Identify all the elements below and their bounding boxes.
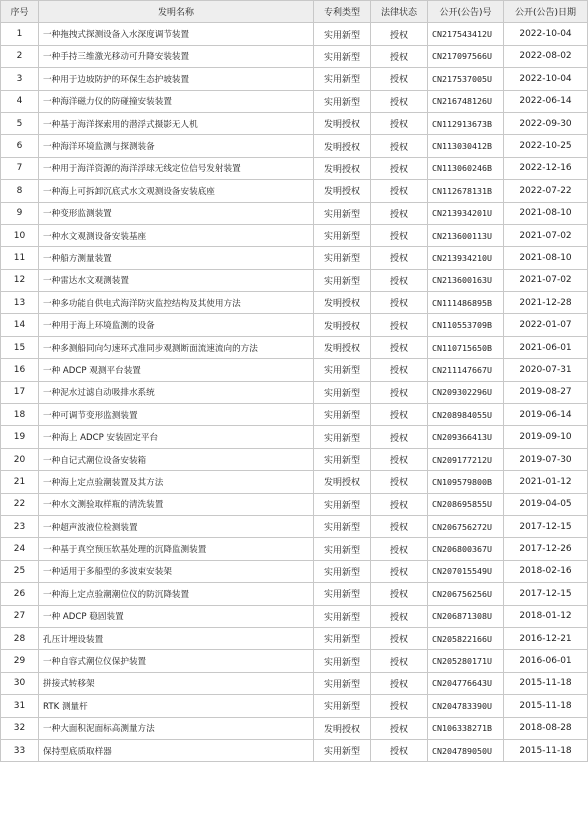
legal-status: 授权: [371, 583, 428, 605]
publication-date: 2016-12-21: [504, 627, 588, 649]
publication-number: CN111486895B: [428, 292, 504, 314]
table-row: [1, 739, 588, 761]
patent-type: 发明授权: [314, 112, 371, 134]
header-publication-date: 公开(公告)日期: [504, 1, 588, 23]
patent-type: 实用新型: [314, 515, 371, 537]
publication-number: CN207015549U: [428, 560, 504, 582]
legal-status: 授权: [371, 247, 428, 269]
legal-status: 授权: [371, 180, 428, 202]
invention-name: 一种自容式潮位仪保护装置: [39, 650, 314, 672]
table-row: [1, 672, 588, 694]
invention-name: RTK 测量杆: [39, 695, 314, 717]
legal-status: 授权: [371, 471, 428, 493]
patent-type: 实用新型: [314, 45, 371, 67]
publication-date: 2015-11-18: [504, 695, 588, 717]
table-row: [1, 90, 588, 112]
row-index: 11: [1, 247, 39, 269]
table-row: [1, 426, 588, 448]
patent-type: 实用新型: [314, 650, 371, 672]
table-row: [1, 493, 588, 515]
patent-type: 实用新型: [314, 739, 371, 761]
publication-number: CN205822166U: [428, 627, 504, 649]
invention-name: 孔压计埋设装置: [39, 627, 314, 649]
patent-type: 实用新型: [314, 90, 371, 112]
row-index: 16: [1, 359, 39, 381]
publication-date: 2015-11-18: [504, 739, 588, 761]
table-row: [1, 112, 588, 134]
patent-type: 发明授权: [314, 336, 371, 358]
legal-status: 授权: [371, 627, 428, 649]
patent-type: 实用新型: [314, 202, 371, 224]
publication-date: 2021-06-01: [504, 336, 588, 358]
table-row: [1, 471, 588, 493]
publication-number: CN113060246B: [428, 157, 504, 179]
invention-name: 一种船方测量装置: [39, 247, 314, 269]
publication-number: CN106338271B: [428, 717, 504, 739]
patent-type: 发明授权: [314, 157, 371, 179]
publication-number: CN208984055U: [428, 404, 504, 426]
patent-type: 实用新型: [314, 68, 371, 90]
table-row: [1, 224, 588, 246]
patent-type: 实用新型: [314, 605, 371, 627]
row-index: 19: [1, 426, 39, 448]
invention-name: 一种可调节变形监测装置: [39, 404, 314, 426]
publication-date: 2022-10-04: [504, 23, 588, 45]
header-legal-status: 法律状态: [371, 1, 428, 23]
publication-number: CN112678131B: [428, 180, 504, 202]
invention-name: 一种超声波液位检测装置: [39, 515, 314, 537]
table-row: [1, 381, 588, 403]
legal-status: 授权: [371, 515, 428, 537]
legal-status: 授权: [371, 292, 428, 314]
row-index: 15: [1, 336, 39, 358]
table-row: [1, 202, 588, 224]
patent-type: 实用新型: [314, 583, 371, 605]
legal-status: 授权: [371, 135, 428, 157]
invention-name: 一种适用于多船型的多波束安装架: [39, 560, 314, 582]
table-row: [1, 404, 588, 426]
row-index: 17: [1, 381, 39, 403]
invention-name: 一种水文观测设备安装基座: [39, 224, 314, 246]
table-row: [1, 157, 588, 179]
invention-name: 一种海洋环境监测与探测装备: [39, 135, 314, 157]
legal-status: 授权: [371, 717, 428, 739]
legal-status: 授权: [371, 90, 428, 112]
patent-type: 实用新型: [314, 627, 371, 649]
invention-name: 一种 ADCP 观测平台装置: [39, 359, 314, 381]
invention-name: 一种拖拽式探测设备入水深度调节装置: [39, 23, 314, 45]
legal-status: 授权: [371, 650, 428, 672]
legal-status: 授权: [371, 695, 428, 717]
row-index: 4: [1, 90, 39, 112]
patent-type: 发明授权: [314, 180, 371, 202]
invention-name: 拼接式转移架: [39, 672, 314, 694]
invention-name: 一种海洋磁力仪的防碰撞安装装置: [39, 90, 314, 112]
publication-date: 2019-08-27: [504, 381, 588, 403]
invention-name: 一种水文测验取样瓶的清洗装置: [39, 493, 314, 515]
publication-date: 2022-12-16: [504, 157, 588, 179]
invention-name: 一种多测船同向匀速环式准同步观测断面流速流向的方法: [39, 336, 314, 358]
legal-status: 授权: [371, 336, 428, 358]
legal-status: 授权: [371, 202, 428, 224]
legal-status: 授权: [371, 672, 428, 694]
table-row: [1, 180, 588, 202]
publication-date: 2022-09-30: [504, 112, 588, 134]
invention-name: 一种自记式潮位设备安装箱: [39, 448, 314, 470]
invention-name: 一种海上定点验潮装置及其方法: [39, 471, 314, 493]
row-index: 12: [1, 269, 39, 291]
publication-number: CN217537005U: [428, 68, 504, 90]
row-index: 28: [1, 627, 39, 649]
publication-date: 2019-09-10: [504, 426, 588, 448]
invention-name: 保持型底质取样器: [39, 739, 314, 761]
table-row: [1, 583, 588, 605]
legal-status: 授权: [371, 68, 428, 90]
publication-number: CN209302296U: [428, 381, 504, 403]
publication-number: CN216748126U: [428, 90, 504, 112]
legal-status: 授权: [371, 381, 428, 403]
legal-status: 授权: [371, 493, 428, 515]
invention-name: 一种多功能自供电式海洋防灾监控结构及其使用方法: [39, 292, 314, 314]
row-index: 23: [1, 515, 39, 537]
legal-status: 授权: [371, 269, 428, 291]
publication-date: 2022-10-25: [504, 135, 588, 157]
legal-status: 授权: [371, 426, 428, 448]
patent-type: 实用新型: [314, 381, 371, 403]
publication-number: CN205280171U: [428, 650, 504, 672]
legal-status: 授权: [371, 560, 428, 582]
header-invention-name: 发明名称: [39, 1, 314, 23]
legal-status: 授权: [371, 538, 428, 560]
publication-number: CN110715650B: [428, 336, 504, 358]
publication-number: CN206756256U: [428, 583, 504, 605]
publication-date: 2021-08-10: [504, 202, 588, 224]
table-row: [1, 247, 588, 269]
publication-number: CN213934201U: [428, 202, 504, 224]
publication-date: 2018-02-16: [504, 560, 588, 582]
legal-status: 授权: [371, 112, 428, 134]
publication-number: CN112913673B: [428, 112, 504, 134]
publication-number: CN204789050U: [428, 739, 504, 761]
patent-type: 发明授权: [314, 471, 371, 493]
legal-status: 授权: [371, 23, 428, 45]
publication-number: CN208695855U: [428, 493, 504, 515]
publication-number: CN217543412U: [428, 23, 504, 45]
patent-type: 实用新型: [314, 560, 371, 582]
row-index: 24: [1, 538, 39, 560]
invention-name: 一种变形监测装置: [39, 202, 314, 224]
publication-date: 2019-04-05: [504, 493, 588, 515]
legal-status: 授权: [371, 404, 428, 426]
table-row: [1, 269, 588, 291]
patent-type: 实用新型: [314, 23, 371, 45]
table-row: [1, 45, 588, 67]
legal-status: 授权: [371, 739, 428, 761]
invention-name: 一种用于海洋资源的海洋浮球无线定位信号发射装置: [39, 157, 314, 179]
table-row: [1, 515, 588, 537]
publication-date: 2021-07-02: [504, 224, 588, 246]
publication-date: 2022-01-07: [504, 314, 588, 336]
patent-type: 实用新型: [314, 224, 371, 246]
patent-type: 实用新型: [314, 269, 371, 291]
invention-name: 一种基于海洋探索用的潜浮式摄影无人机: [39, 112, 314, 134]
publication-number: CN213600113U: [428, 224, 504, 246]
table-row: [1, 292, 588, 314]
patent-type: 实用新型: [314, 493, 371, 515]
row-index: 7: [1, 157, 39, 179]
publication-date: 2019-06-14: [504, 404, 588, 426]
invention-name: 一种雷达水文观测装置: [39, 269, 314, 291]
row-index: 10: [1, 224, 39, 246]
publication-date: 2020-07-31: [504, 359, 588, 381]
publication-number: CN206800367U: [428, 538, 504, 560]
table-row: [1, 23, 588, 45]
invention-name: 一种 ADCP 稳固装置: [39, 605, 314, 627]
patent-type: 实用新型: [314, 672, 371, 694]
invention-name: 一种用于边坡防护的环保生态护坡装置: [39, 68, 314, 90]
patent-type: 发明授权: [314, 292, 371, 314]
row-index: 20: [1, 448, 39, 470]
patent-type: 实用新型: [314, 538, 371, 560]
publication-date: 2016-06-01: [504, 650, 588, 672]
publication-date: 2021-08-10: [504, 247, 588, 269]
publication-number: CN209177212U: [428, 448, 504, 470]
legal-status: 授权: [371, 157, 428, 179]
row-index: 1: [1, 23, 39, 45]
row-index: 3: [1, 68, 39, 90]
header-publication-number: 公开(公告)号: [428, 1, 504, 23]
header-row: [1, 1, 588, 23]
row-index: 29: [1, 650, 39, 672]
patent-type: 发明授权: [314, 314, 371, 336]
row-index: 13: [1, 292, 39, 314]
patent-type: 实用新型: [314, 247, 371, 269]
patent-type: 实用新型: [314, 404, 371, 426]
publication-number: CN206756272U: [428, 515, 504, 537]
row-index: 8: [1, 180, 39, 202]
legal-status: 授权: [371, 359, 428, 381]
publication-number: CN204783390U: [428, 695, 504, 717]
publication-number: CN109579800B: [428, 471, 504, 493]
table-row: [1, 135, 588, 157]
publication-date: 2022-06-14: [504, 90, 588, 112]
invention-name: 一种用于海上环境监测的设备: [39, 314, 314, 336]
publication-date: 2017-12-15: [504, 515, 588, 537]
row-index: 31: [1, 695, 39, 717]
table-row: [1, 538, 588, 560]
publication-date: 2018-01-12: [504, 605, 588, 627]
legal-status: 授权: [371, 605, 428, 627]
publication-number: CN213600163U: [428, 269, 504, 291]
publication-number: CN213934210U: [428, 247, 504, 269]
row-index: 26: [1, 583, 39, 605]
patent-type: 实用新型: [314, 695, 371, 717]
table-row: [1, 68, 588, 90]
patent-type: 发明授权: [314, 717, 371, 739]
publication-date: 2019-07-30: [504, 448, 588, 470]
header-patent-type: 专利类型: [314, 1, 371, 23]
table-row: [1, 650, 588, 672]
row-index: 6: [1, 135, 39, 157]
row-index: 27: [1, 605, 39, 627]
publication-date: 2018-08-28: [504, 717, 588, 739]
legal-status: 授权: [371, 448, 428, 470]
invention-name: 一种海上定点验潮潮位仪的防沉降装置: [39, 583, 314, 605]
table-row: [1, 560, 588, 582]
publication-date: 2022-08-02: [504, 45, 588, 67]
row-index: 25: [1, 560, 39, 582]
publication-number: CN211147667U: [428, 359, 504, 381]
table-row: [1, 336, 588, 358]
table-body: [1, 23, 588, 762]
publication-number: CN113030412B: [428, 135, 504, 157]
row-index: 22: [1, 493, 39, 515]
invention-name: 一种海上 ADCP 安装固定平台: [39, 426, 314, 448]
publication-number: CN110553709B: [428, 314, 504, 336]
patent-type: 实用新型: [314, 359, 371, 381]
legal-status: 授权: [371, 45, 428, 67]
row-index: 32: [1, 717, 39, 739]
row-index: 18: [1, 404, 39, 426]
publication-date: 2021-07-02: [504, 269, 588, 291]
patent-type: 实用新型: [314, 426, 371, 448]
publication-date: 2022-07-22: [504, 180, 588, 202]
publication-date: 2017-12-26: [504, 538, 588, 560]
publication-date: 2022-10-04: [504, 68, 588, 90]
publication-number: CN209366413U: [428, 426, 504, 448]
invention-name: 一种基于真空预压软基处理的沉降监测装置: [39, 538, 314, 560]
table-row: [1, 605, 588, 627]
legal-status: 授权: [371, 224, 428, 246]
invention-name: 一种大面积泥面标高测量方法: [39, 717, 314, 739]
table-row: [1, 717, 588, 739]
row-index: 2: [1, 45, 39, 67]
row-index: 21: [1, 471, 39, 493]
publication-number: CN204776643U: [428, 672, 504, 694]
row-index: 9: [1, 202, 39, 224]
patent-type: 实用新型: [314, 448, 371, 470]
table-header: [1, 1, 588, 23]
publication-date: 2021-12-28: [504, 292, 588, 314]
header-index: 序号: [1, 1, 39, 23]
publication-number: CN206871308U: [428, 605, 504, 627]
publication-date: 2015-11-18: [504, 672, 588, 694]
table-row: [1, 359, 588, 381]
publication-date: 2017-12-15: [504, 583, 588, 605]
row-index: 14: [1, 314, 39, 336]
table-row: [1, 627, 588, 649]
row-index: 33: [1, 739, 39, 761]
publication-date: 2021-01-12: [504, 471, 588, 493]
invention-name: 一种手持三维激光移动可升降安装装置: [39, 45, 314, 67]
invention-name: 一种海上可拆卸沉底式水文观测设备安装底座: [39, 180, 314, 202]
row-index: 30: [1, 672, 39, 694]
row-index: 5: [1, 112, 39, 134]
table-row: [1, 448, 588, 470]
invention-name: 一种泥水过滤自动吸排水系统: [39, 381, 314, 403]
publication-number: CN217097566U: [428, 45, 504, 67]
table-row: [1, 314, 588, 336]
table-row: [1, 695, 588, 717]
patent-type: 发明授权: [314, 135, 371, 157]
legal-status: 授权: [371, 314, 428, 336]
